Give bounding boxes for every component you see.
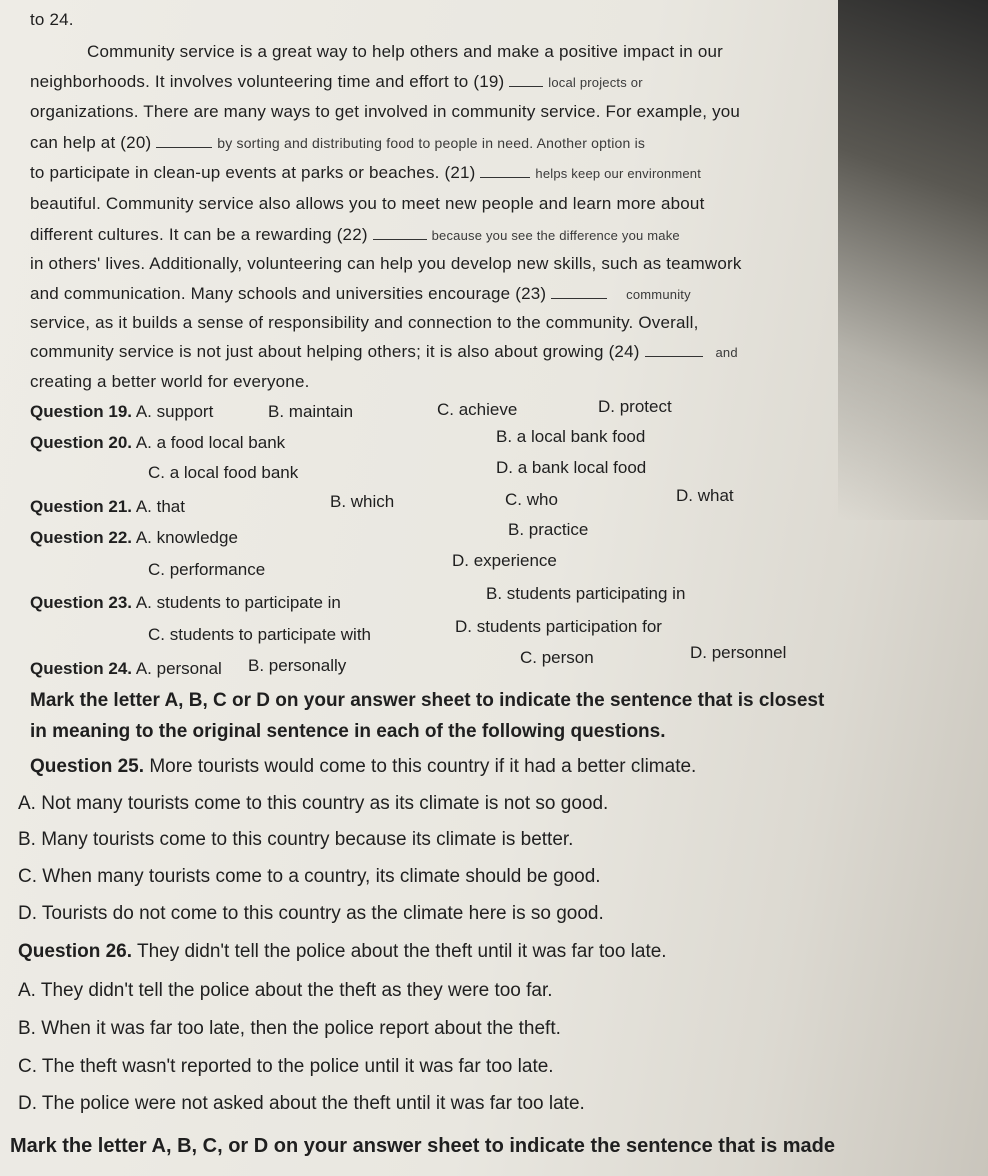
passage-line [30, 72, 643, 92]
passage-line: service, as it builds a sense of responsibility and connection to the community. Overall, [30, 313, 699, 332]
blank-21[interactable] [480, 177, 530, 178]
passage-line [30, 284, 691, 304]
option-d[interactable]: D. Tourists do not come to this country as the climate here is so good. [18, 903, 604, 924]
question-label: Question 21. [30, 497, 133, 516]
option-c[interactable]: C. performance [148, 560, 266, 579]
option-d[interactable]: D. The police were not asked about the theft until it was far too late. [18, 1093, 585, 1114]
option-c[interactable]: C. students to participate with [148, 625, 372, 644]
blank-19[interactable] [509, 86, 543, 87]
question-19 [30, 402, 213, 422]
question-label: Question 20. [30, 433, 133, 452]
passage-text: and communication. Many schools and universities encourage (23) [30, 284, 547, 303]
option-b[interactable]: B. personally [248, 656, 347, 675]
option-b[interactable]: B. practice [508, 520, 589, 539]
question-label: Question 26. [18, 941, 133, 962]
passage-text: can help at (20) [30, 133, 152, 152]
option-c[interactable]: C. achieve [437, 400, 518, 419]
question-22 [30, 528, 238, 548]
section-header: to 24. [30, 10, 74, 29]
question-stem: They didn't tell the police about the theft until it was far too late. [136, 941, 667, 962]
passage-text: because you see the difference you make [431, 228, 680, 243]
question-24 [30, 659, 222, 679]
blank-22[interactable] [373, 239, 427, 240]
option-a[interactable]: A. personal [135, 659, 222, 678]
passage-text: local projects or [548, 75, 643, 90]
instruction-heading: Mark the letter A, B, C or D on your answer sheet to indicate the sentence that is closest [30, 690, 825, 711]
passage-text: different cultures. It can be a rewarding (22) [30, 225, 368, 244]
option-c[interactable]: C. person [520, 648, 594, 667]
passage-text: community service is not just about helping others; it is also about growing (24) [30, 342, 640, 361]
passage-text: community [626, 287, 691, 302]
passage-text: neighborhoods. It involves volunteering time and effort to (19) [30, 72, 505, 91]
passage-line [30, 133, 645, 153]
question-26 [18, 941, 667, 963]
option-a[interactable]: A. that [135, 497, 185, 516]
option-d[interactable]: D. students participation for [455, 617, 662, 636]
option-d[interactable]: D. protect [598, 397, 672, 416]
question-label: Question 19. [30, 402, 133, 421]
blank-20[interactable] [156, 147, 212, 148]
option-a[interactable]: A. a food local bank [135, 433, 286, 452]
question-stem: More tourists would come to this country if it had a better climate. [149, 756, 697, 777]
option-a[interactable]: A. knowledge [135, 528, 238, 547]
instruction-heading: in meaning to the original sentence in each of the following questions. [30, 721, 666, 742]
passage-line: Community service is a great way to help others and make a positive impact in our [87, 42, 724, 61]
passage-text: and [715, 345, 738, 360]
question-label: Question 22. [30, 528, 133, 547]
question-25 [30, 756, 696, 778]
question-label: Question 23. [30, 593, 133, 612]
option-d[interactable]: D. experience [452, 551, 557, 570]
instruction-heading: Mark the letter A, B, C, or D on your answer sheet to indicate the sentence that is made [10, 1135, 836, 1157]
passage-text: by sorting and distributing food to people in need. Another option is [217, 135, 646, 151]
option-c[interactable]: C. a local food bank [148, 463, 299, 482]
question-21 [30, 497, 185, 517]
question-20 [30, 433, 285, 453]
passage-line: in others' lives. Additionally, volunteering can help you develop new skills, such as teamwork [30, 254, 742, 273]
passage-text: to participate in clean-up events at parks or beaches. (21) [30, 163, 476, 182]
question-label: Question 24. [30, 659, 133, 678]
question-label: Question 25. [30, 756, 145, 777]
passage-line: organizations. There are many ways to get involved in community service. For example, you [30, 102, 741, 121]
option-a[interactable]: A. They didn't tell the police about the theft as they were too far. [18, 980, 553, 1001]
option-b[interactable]: B. maintain [268, 402, 354, 421]
option-a[interactable]: A. students to participate in [135, 593, 341, 612]
option-b[interactable]: B. students participating in [486, 584, 686, 603]
passage-text: helps keep our environment [535, 166, 702, 181]
option-a[interactable]: A. Not many tourists come to this country as its climate is not so good. [18, 793, 609, 814]
option-b[interactable]: B. which [330, 492, 395, 511]
passage-line: beautiful. Community service also allows you to meet new people and learn more about [30, 194, 705, 213]
option-b[interactable]: B. a local bank food [496, 427, 646, 446]
page-edge-shadow [838, 0, 988, 520]
option-c[interactable]: C. who [505, 490, 558, 509]
passage-line [30, 225, 680, 245]
passage-line [30, 342, 738, 362]
blank-24[interactable] [645, 356, 703, 357]
option-a[interactable]: A. support [135, 402, 214, 421]
option-b[interactable]: B. Many tourists come to this country because its climate is better. [18, 829, 574, 850]
option-d[interactable]: D. what [676, 486, 734, 505]
passage-line: creating a better world for everyone. [30, 372, 310, 391]
blank-23[interactable] [551, 298, 607, 299]
option-c[interactable]: C. The theft wasn't reported to the police until it was far too late. [18, 1056, 554, 1077]
passage-line [30, 163, 701, 183]
option-c[interactable]: C. When many tourists come to a country, its climate should be good. [18, 866, 601, 887]
option-d[interactable]: D. personnel [690, 643, 787, 662]
option-d[interactable]: D. a bank local food [496, 458, 647, 477]
option-b[interactable]: B. When it was far too late, then the police report about the theft. [18, 1018, 561, 1039]
question-23 [30, 593, 341, 613]
